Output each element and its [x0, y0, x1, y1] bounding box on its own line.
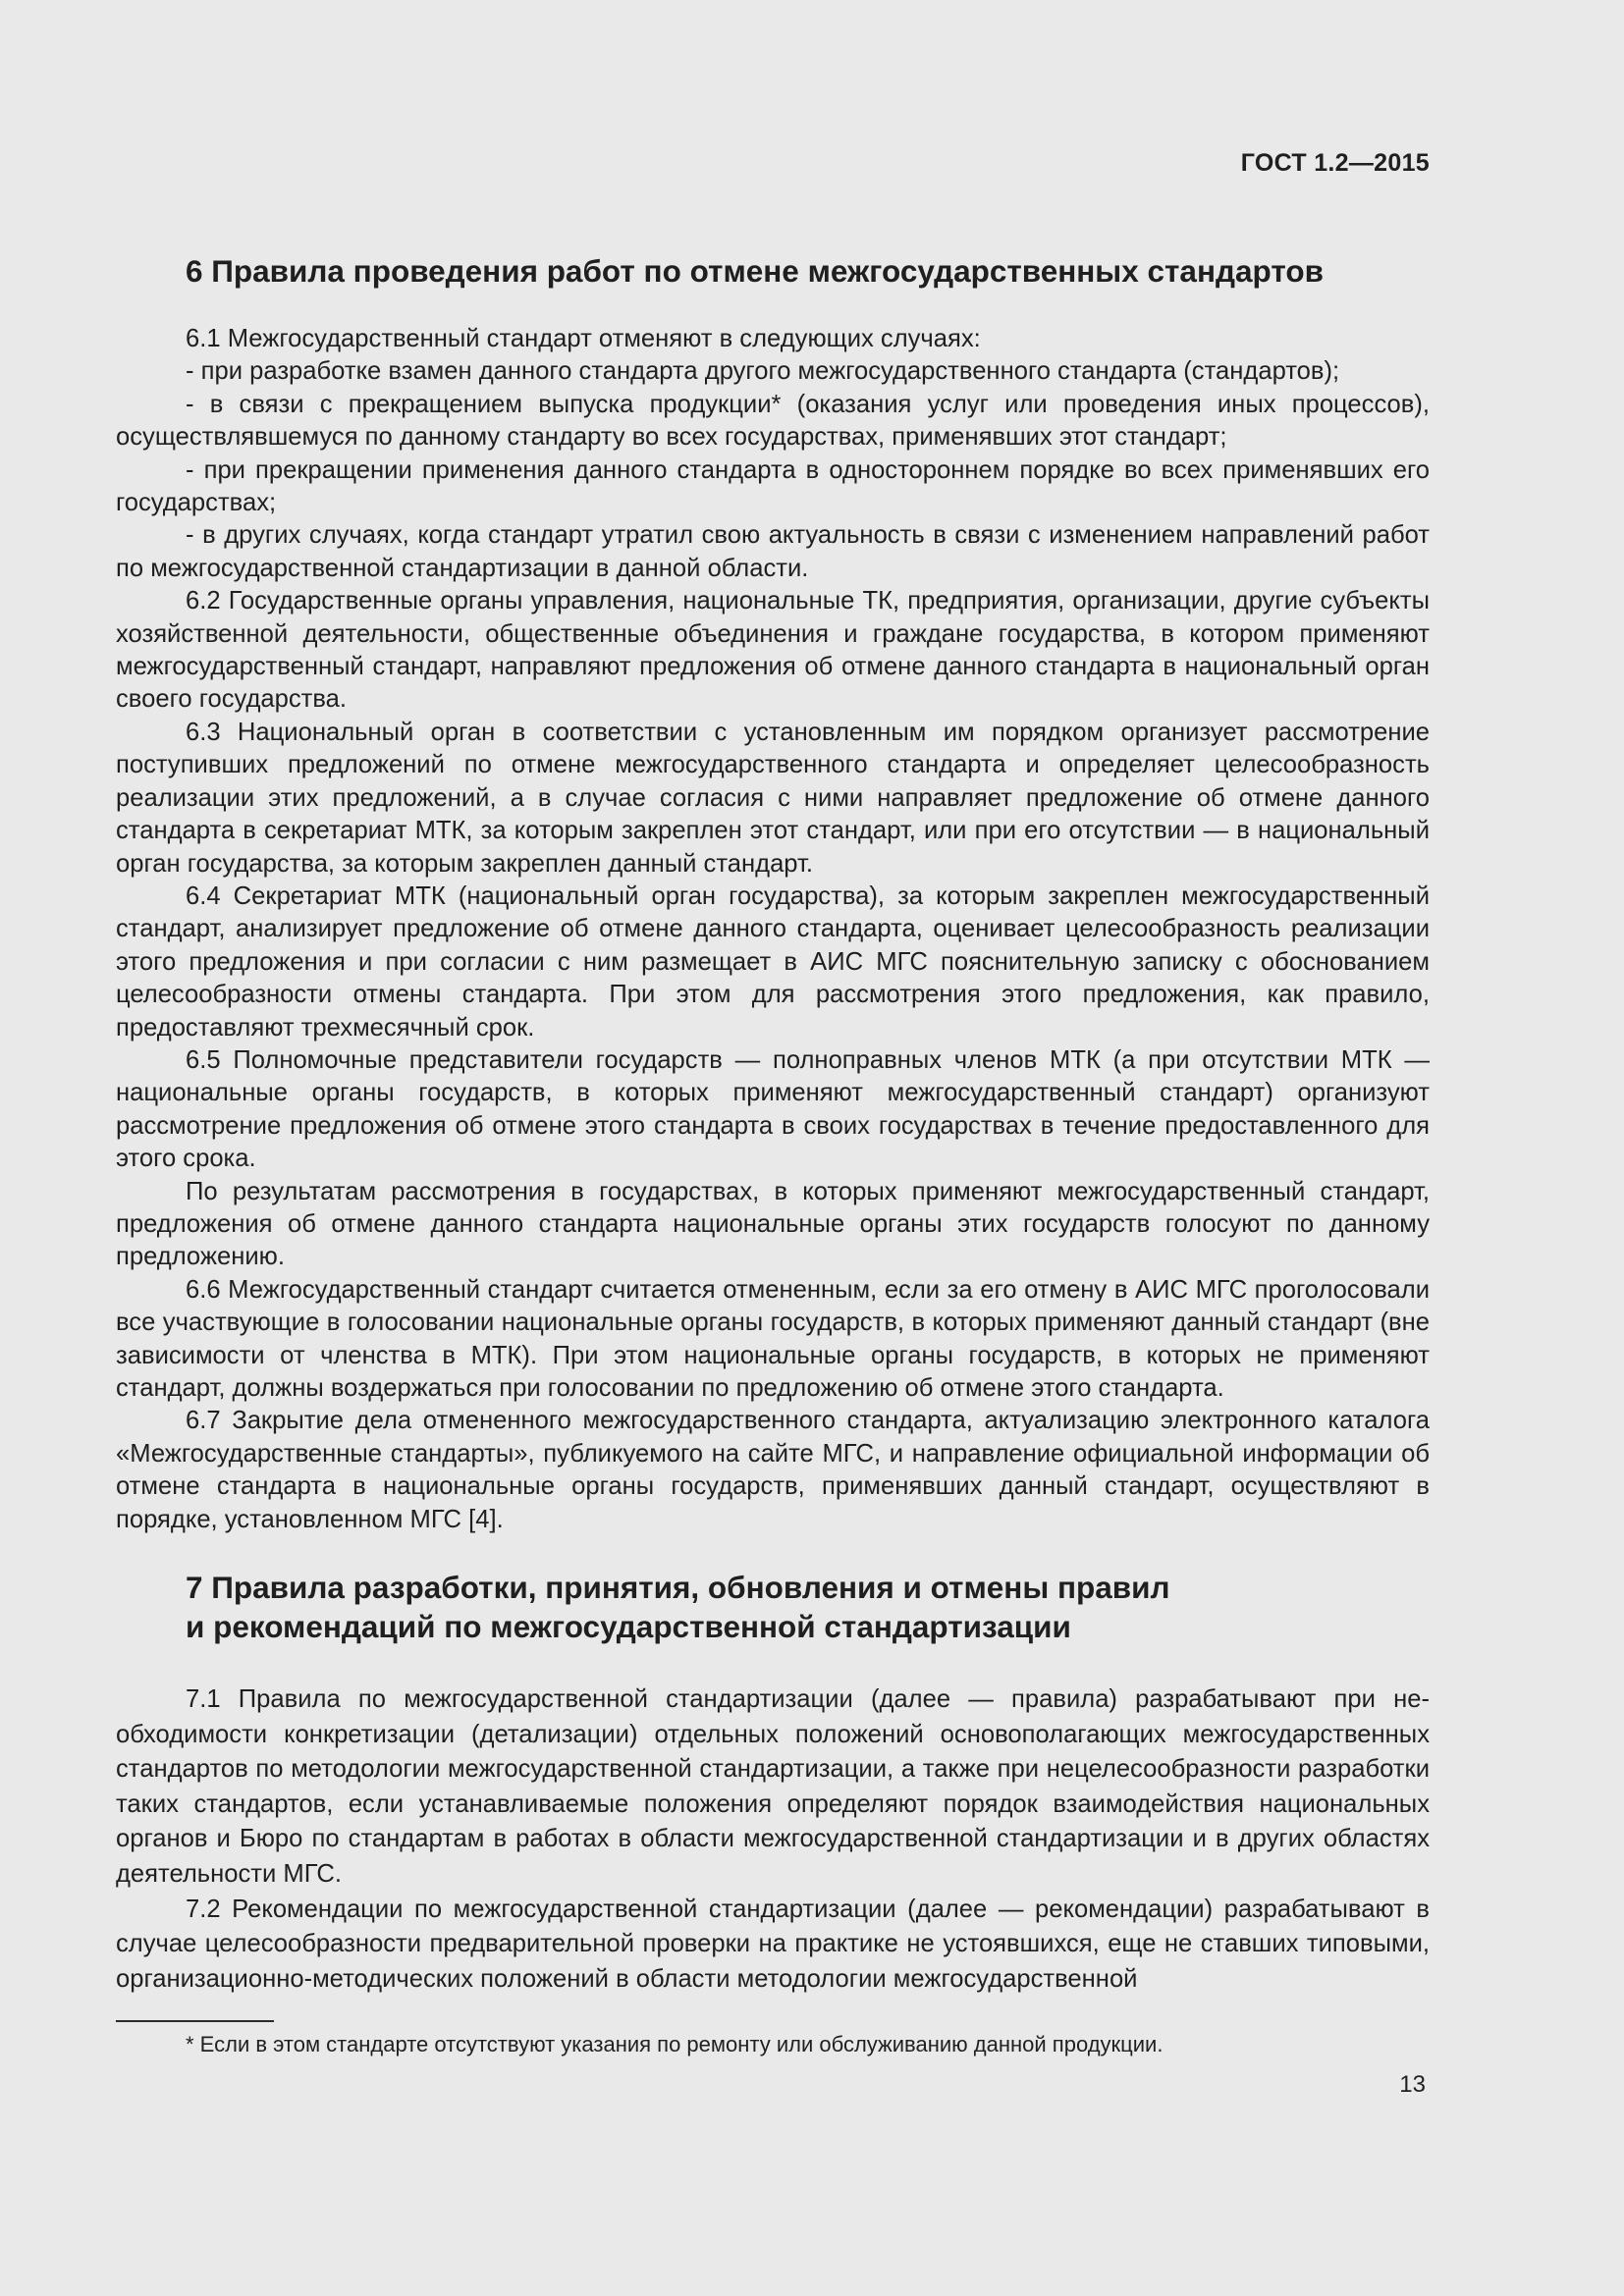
list-item: - при разработке взамен данного стандарта другого межгосударственного стандарта (стандартов);	[186, 357, 1340, 386]
paragraph: 6.7 Закрытие дела отмененного межгосударственного стандарта, актуализацию электронного каталога «Межгосударственные стандарты», публикуемого на сайте МГС, и направление официальной информации об отмене стандарта в национальные органы государств, применявших данный стандарт, осуществляют в порядке, установленном МГС [4].	[116, 1407, 1430, 1533]
paragraph: 6.4 Секретариат МТК (национальный орган государства), за которым закреплен межгосударственный стандарт, анализирует предложение об отмене данного стандарта, оценивает целесообразность реализации этого предложения и при согласии с ним размещает в АИС МГС пояснительную записку с обоснованием целесообразности отмены стандарта. При этом для рассмотрения этого предложения, как правило, предоставляют трехмесячный срок.	[116, 881, 1430, 1041]
paragraph: 6.1 Межгосударственный стандарт отменяют в следующих случаях:	[186, 325, 981, 352]
section-7-title	[116, 1568, 1430, 1646]
paragraph: 7.2 Рекомендации по межгосударственной стандартизации (далее — рекомендации) разрабатывают в случае целесообразности предварительной проверки на практике не устоявшихся, еще не ставших типовыми, организационно-методических положений в области методологии межгосударственной	[116, 1895, 1430, 1993]
list-item: - в других случаях, когда стандарт утратил свою актуальность в связи с изменением направлений работ по межгосударственной стандартизации в данной области.	[116, 521, 1430, 582]
page-number: 13	[1399, 2071, 1426, 2098]
paragraph: 6.6 Межгосударственный стандарт считается отмененным, если за его отмену в АИС МГС проголосовали все участвующие в голосовании национальные органы государств, в которых применяют данный стандарт (вне зависимости от членства в МТК). При этом национальные органы государств, в которых не применяют стандарт, должны воздержаться при голосовании по предложению об отмене этого стандарта.	[116, 1275, 1430, 1402]
paragraph: 6.5 Полномочные представители государств — полноправных членов МТК (а при отсутствии МТК — национальные органы государств, в которых применяют межгосударственный стандарт) организуют рассмотрение предложения об отмене этого стандарта в своих государствах в течение предоставленного для этого срока.	[116, 1045, 1430, 1173]
list-item: - при прекращении применения данного стандарта в одностороннем порядке во всех применявших его государствах;	[116, 455, 1430, 517]
list-item: - в связи с прекращением выпуска продукции* (оказания услуг или проведения иных процессов), осуществлявшемуся по данному стандарту во всех государствах, применявших этот стандарт;	[116, 390, 1430, 452]
footnote: * Если в этом стандарте отсутствуют указания по ремонту или обслуживанию данной продукции.	[186, 2032, 1164, 2056]
section-7-title-line2: и рекомендаций по межгосударственной стандартизации	[186, 1609, 1071, 1644]
footnote-divider	[116, 2020, 274, 2022]
section-7-title-line1: 7 Правила разработки, принятия, обновления и отмены правил	[186, 1570, 1170, 1605]
paragraph: 7.1 Правила по межгосударственной стандартизации (далее — правила) разрабатывают при необходимости конкретизации (детализации) отдельных положений основополагающих межгосударственных стандартов по методологии межгосударственной стандартизации, а также при нецелесообразности разработки таких стандартов, если устанавливаемые положения определяют порядок взаимодействия национальных органов и Бюро по стандартам в работах в области межгосударственной стандартизации и в других областях деятельности МГС.	[116, 1685, 1430, 1888]
paragraph: По результатам рассмотрения в государствах, в которых применяют межгосударственный стандарт, предложения об отмене данного стандарта национальные органы этих государств голосуют по данному предложению.	[116, 1177, 1430, 1271]
section-6-title: 6 Правила проведения работ по отмене межгосударственных стандартов	[186, 253, 1324, 289]
section-6	[116, 251, 1430, 1536]
section-7	[116, 1568, 1430, 1997]
paragraph: 6.3 Национальный орган в соответствии с установленным им порядком организует рассмотрение поступивших предложений по отмене межгосударственного стандарта и определяет целесообразность реализации этих предложений, а в случае согласия с ними направляет предложение об отмене данного стандарта в секретариат МТК, за которым закреплен этот стандарт, или при его отсутствии — в национальный орган государства, за которым закреплен данный стандарт.	[116, 718, 1430, 878]
paragraph: 6.2 Государственные органы управления, национальные ТК, предприятия, организации, другие субъекты хозяйственной деятельности, общественные объединения и граждане государства, в котором применяют межгосударственный стандарт, направляют предложения об отмене данного стандарта в национальный орган своего государства.	[116, 587, 1430, 714]
document-code: ГОСТ 1.2—2015	[1240, 149, 1430, 177]
